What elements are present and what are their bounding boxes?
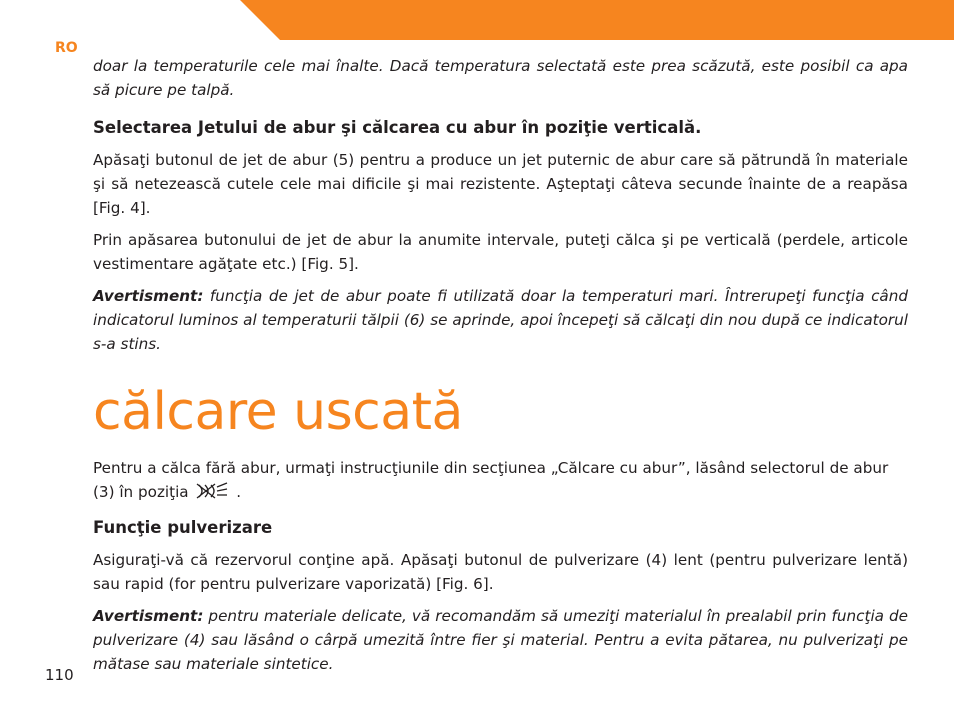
paragraph-steam-jet: Apăsaţi butonul de jet de abur (5) pentru a produce un jet puternic de abur care să pătrundă în materiale şi să netezească cutele cele mai dificile şi mai rezistente. Aşteptaţi câteva secunde înainte de a reapăsa [Fig. 4]. [93, 151, 908, 217]
warning-label: Avertisment: [93, 287, 204, 305]
warning-steam-jet [93, 284, 908, 356]
warning-spray [93, 604, 908, 676]
warning-text: pentru materiale delicate, vă recomandăm să umeziţi materialul în prealabil prin funcţia de pulverizare (4) sau lăsând o cârpă umezită între fier şi material. Pentru a evita pătarea, nu pulverizaţi pe mătase sau materiale sintetice. [93, 607, 908, 673]
page-number: 110 [45, 666, 74, 684]
section-heading-steam-jet: Selectarea Jetului de abur şi călcarea cu abur în poziţie verticală. [93, 118, 702, 137]
section-heading-spray: Funcţie pulverizare [93, 518, 273, 537]
paragraph-vertical: Prin apăsarea butonului de jet de abur la anumite intervale, puteţi călca şi pe verticală (perdele, articole vestimentare agăţate etc.) [Fig. 5]. [93, 231, 908, 273]
page-content [93, 54, 908, 676]
warning-text: funcţia de jet de abur poate fi utilizată doar la temperaturi mari. Întrerupeţi funcţia când indicatorul luminos al temperaturii tălpii (6) se aprinde, apoi începeţi să călcaţi din nou după ce indicatorul s-a stins. [93, 287, 908, 353]
no-steam-icon [195, 482, 229, 500]
section-title-dry-ironing: călcare uscată [93, 382, 463, 442]
intro-paragraph: doar la temperaturile cele mai înalte. Dacă temperatura selectată este prea scăzută, este posibil ca apa să picure pe talpă. [93, 57, 908, 99]
dry-ironing-text: Pentru a călca fără abur, urmaţi instrucţiunile din secţiunea „Călcare cu abur”, lăsând selectorul de abur (3) în poziţia [93, 459, 889, 501]
paragraph-spray: Asiguraţi-vă că rezervorul conţine apă. Apăsaţi butonul de pulverizare (4) lent (pentru pulverizare lentă) sau rapid (for pentru pulverizare vaporizată) [Fig. 6]. [93, 551, 908, 593]
warning-label: Avertisment: [93, 607, 204, 625]
paragraph-dry-ironing [93, 456, 908, 504]
dry-ironing-text-end: . [236, 483, 242, 501]
language-label: RO [55, 40, 78, 56]
header-accent-bar [240, 0, 954, 40]
